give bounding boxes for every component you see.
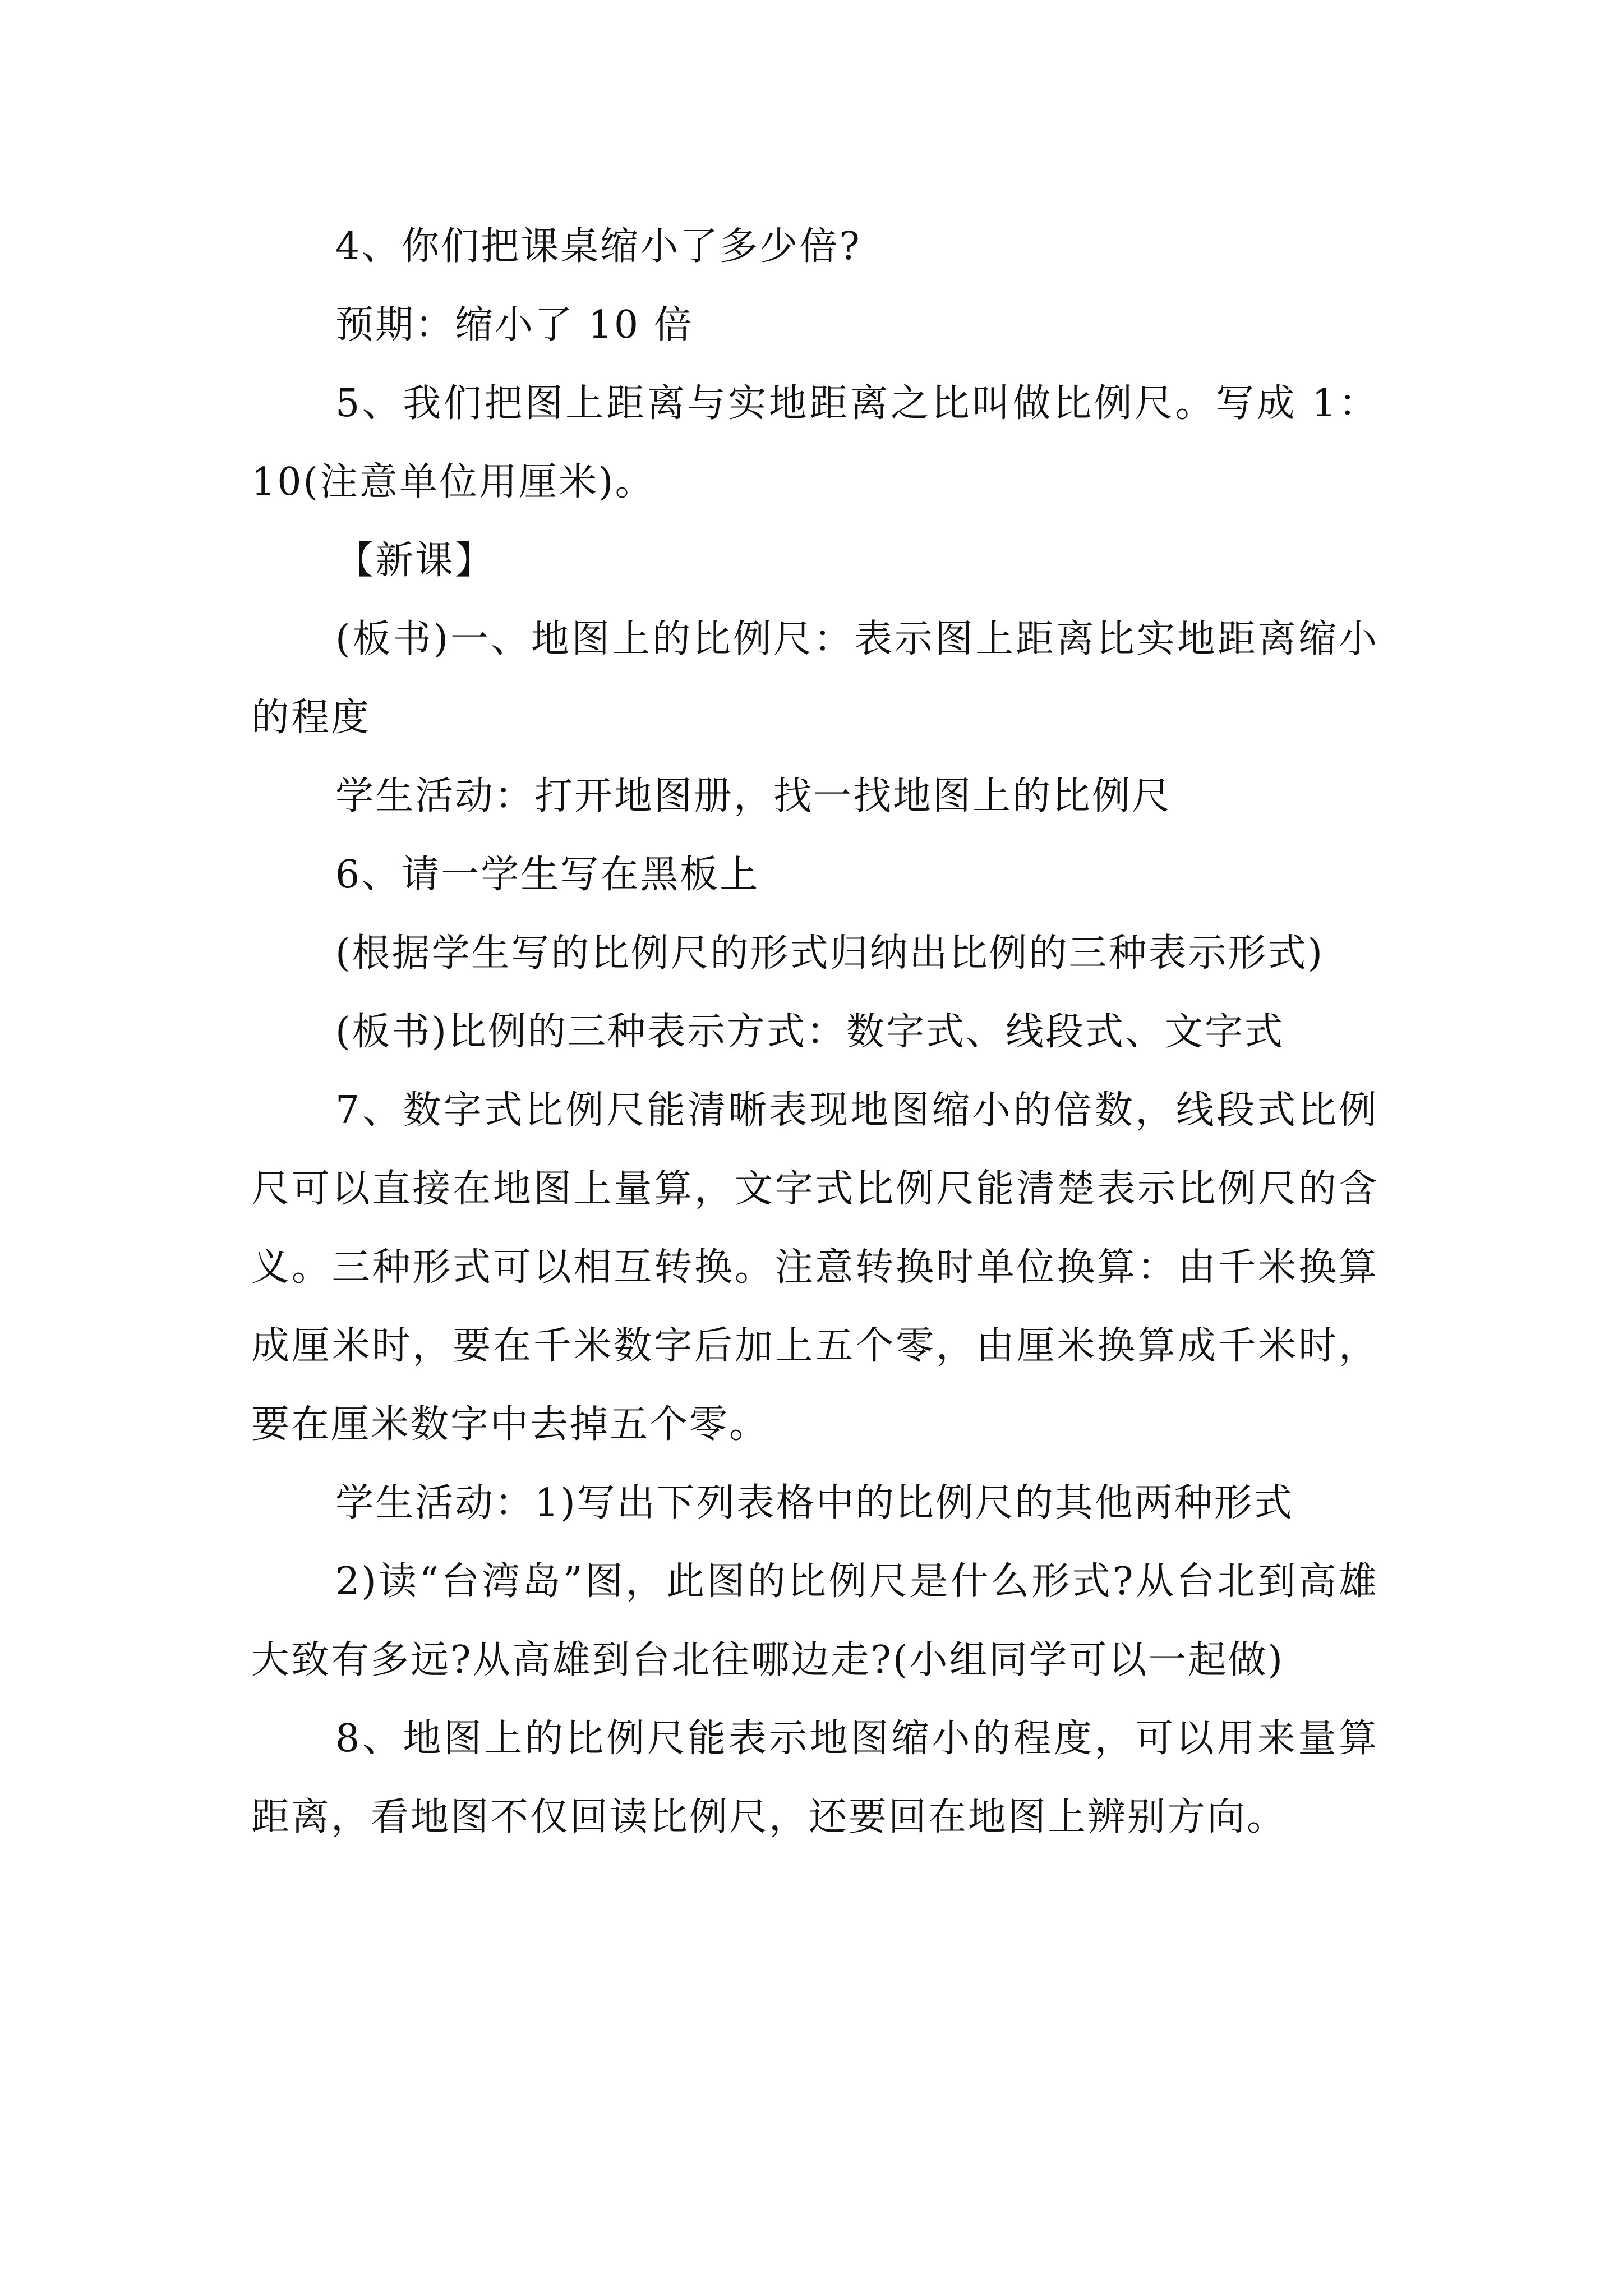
paragraph: 4、你们把课桌缩小了多少倍? (335, 224, 861, 269)
paragraph: 预期：缩小了 10 倍 (335, 303, 694, 347)
paragraph: (板书)比例的三种表示方式：数字式、线段式、文字式 (335, 1010, 1285, 1054)
paragraph: 2)读“台湾岛”图，此图的比例尺是什么形式?从台北到高雄大致有多远?从高雄到台北往哪边走?(小组同学可以一起做) (251, 1559, 1378, 1682)
paragraph: 8、地图上的比例尺能表示地图缩小的程度，可以用来量算距离，看地图不仅回读比例尺，还要回在地图上辨别方向。 (251, 1717, 1378, 1839)
paragraph: 7、数字式比例尺能清晰表现地图缩小的倍数，线段式比例尺可以直接在地图上量算，文字式比例尺能清楚表示比例尺的含义。三种形式可以相互转换。注意转换时单位换算：由千米换算成厘米时，要在千米数字后加上五个零，由厘米换算成千米时，要在厘米数字中去掉五个零。 (251, 1088, 1378, 1447)
paragraph: 6、请一学生写在黑板上 (335, 853, 760, 897)
document-body (251, 208, 1378, 1857)
paragraph: 学生活动：1)写出下列表格中的比例尺的其他两种形式 (335, 1481, 1294, 1525)
paragraph: 学生活动：打开地图册，找一找地图上的比例尺 (335, 774, 1172, 818)
paragraph: 5、我们把图上距离与实地距离之比叫做比例尺。写成 1：10(注意单位用厘米)。 (251, 381, 1378, 504)
paragraph: (根据学生写的比例尺的形式归纳出比例的三种表示形式) (335, 931, 1325, 976)
section-heading: 【新课】 (335, 539, 495, 583)
paragraph: (板书)一、地图上的比例尺：表示图上距离比实地距离缩小的程度 (251, 617, 1378, 740)
